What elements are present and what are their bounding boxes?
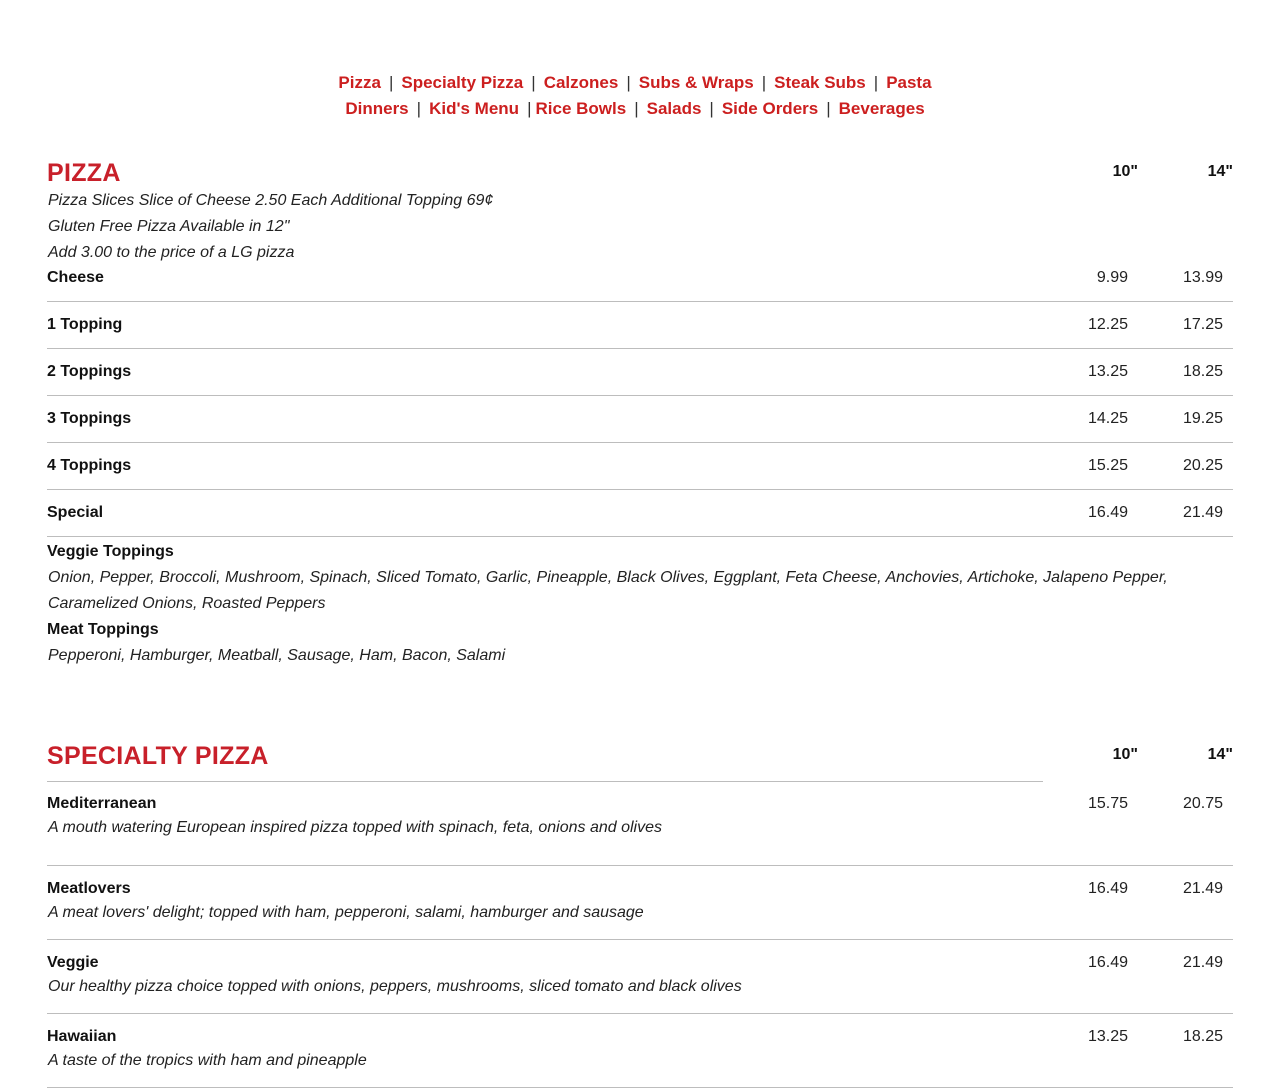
- menu-item-row: [47, 302, 1233, 349]
- section-title: PIZZA: [47, 159, 121, 187]
- item-name: 4 Toppings: [47, 457, 132, 474]
- pizza-note: Add 3.00 to the price of a LG pizza: [48, 244, 295, 261]
- price-large: 21.49: [1182, 880, 1223, 897]
- price-small: 16.49: [1087, 880, 1128, 897]
- meat-toppings-label: Meat Toppings: [47, 621, 159, 638]
- item-name: 2 Toppings: [47, 363, 132, 380]
- item-name: Meatlovers: [47, 880, 131, 897]
- price-large: 13.99: [1182, 269, 1223, 286]
- nav-link-subs-wraps[interactable]: Subs & Wraps: [638, 73, 754, 92]
- price-small: 15.75: [1087, 795, 1128, 812]
- menu-item-row: [47, 490, 1233, 537]
- item-info: [47, 1026, 367, 1074]
- nav-separator: |: [388, 73, 394, 92]
- nav-separator: |: [826, 99, 831, 118]
- item-name: 3 Toppings: [47, 410, 132, 427]
- nav-link-beverages[interactable]: Beverages: [838, 99, 925, 118]
- menu-item-row: [47, 866, 1233, 940]
- menu-item-row: [47, 1014, 1233, 1088]
- price-large: 20.25: [1182, 457, 1223, 474]
- item-description: A taste of the tropics with ham and pineapple: [48, 1052, 367, 1069]
- nav-link-pasta[interactable]: Pasta: [886, 73, 932, 92]
- nav-separator: |: [709, 99, 714, 118]
- menu-item-row: [47, 793, 1233, 866]
- price-small: 16.49: [1087, 954, 1128, 971]
- specialty-section-header: [47, 741, 1233, 771]
- size-header-small: 10": [1112, 746, 1138, 763]
- menu-item-row: [47, 266, 1233, 302]
- nav-separator: |: [626, 73, 631, 92]
- menu-item-row: [47, 443, 1233, 490]
- price-small: 15.25: [1087, 457, 1128, 474]
- nav-link-kids-menu[interactable]: Kid's Menu: [429, 99, 520, 118]
- veggie-toppings-list: Onion, Pepper, Broccoli, Mushroom, Spinach, Sliced Tomato, Garlic, Pineapple, Black Olives, Eggplant, Feta Cheese, Anchovies, Artichoke, Jalapeno Pepper, Caramelized Onions, Roasted Peppers: [48, 569, 1168, 612]
- section-divider: [47, 781, 1043, 782]
- item-name: Veggie: [47, 954, 99, 971]
- menu-item-row: [47, 940, 1233, 1014]
- nav-separator: |: [873, 73, 879, 92]
- price-large: 20.75: [1182, 795, 1223, 812]
- nav-row-1: [0, 70, 1270, 96]
- item-info: [47, 878, 644, 926]
- nav-separator: |: [531, 73, 536, 92]
- price-large: 21.49: [1182, 954, 1223, 971]
- nav-separator: |: [634, 99, 639, 118]
- price-large: 21.49: [1182, 504, 1223, 521]
- nav-link-rice-bowls[interactable]: Rice Bowls: [535, 99, 627, 118]
- category-nav: [0, 70, 1270, 122]
- veggie-toppings-label: Veggie Toppings: [47, 543, 174, 560]
- size-header-small: 10": [1112, 163, 1138, 180]
- price-small: 13.25: [1087, 363, 1128, 380]
- nav-link-side-orders[interactable]: Side Orders: [721, 99, 819, 118]
- price-small: 16.49: [1087, 504, 1128, 521]
- pizza-section-header: [47, 158, 1233, 188]
- size-header-large: 14": [1207, 163, 1233, 180]
- item-info: [47, 952, 742, 1000]
- nav-separator: |: [416, 99, 422, 118]
- menu-item-row: [47, 396, 1233, 443]
- item-name: Mediterranean: [47, 795, 157, 812]
- item-name: 1 Topping: [47, 316, 123, 333]
- nav-link-salads[interactable]: Salads: [646, 99, 702, 118]
- item-description: A mouth watering European inspired pizza topped with spinach, feta, onions and olives: [48, 819, 663, 836]
- section-title: SPECIALTY PIZZA: [47, 742, 269, 770]
- pizza-section: [47, 158, 1233, 669]
- price-small: 13.25: [1087, 1028, 1128, 1045]
- size-header-large: 14": [1207, 746, 1233, 763]
- price-large: 18.25: [1182, 1028, 1223, 1045]
- item-name: Hawaiian: [47, 1028, 117, 1045]
- nav-separator: |: [761, 73, 767, 92]
- nav-row-2: [0, 96, 1270, 122]
- item-info: [47, 793, 662, 841]
- price-small: 9.99: [1096, 269, 1128, 286]
- menu-item-row: [47, 349, 1233, 396]
- nav-link-steak-subs[interactable]: Steak Subs: [774, 73, 866, 92]
- price-small: 14.25: [1087, 410, 1128, 427]
- price-large: 17.25: [1182, 316, 1223, 333]
- specialty-pizza-section: [47, 741, 1233, 1088]
- pizza-note: Gluten Free Pizza Available in 12": [48, 218, 290, 235]
- item-description: A meat lovers' delight; topped with ham, pepperoni, salami, hamburger and sausage: [48, 904, 644, 921]
- item-description: Our healthy pizza choice topped with onions, peppers, mushrooms, sliced tomato and black olives: [48, 978, 742, 995]
- price-small: 12.25: [1087, 316, 1128, 333]
- meat-toppings-list: Pepperoni, Hamburger, Meatball, Sausage, Ham, Bacon, Salami: [48, 647, 506, 664]
- nav-separator: |: [527, 99, 532, 118]
- pizza-note: Pizza Slices Slice of Cheese 2.50 Each Additional Topping 69¢: [48, 192, 494, 209]
- nav-link-dinners[interactable]: Dinners: [345, 99, 409, 118]
- price-large: 18.25: [1182, 363, 1223, 380]
- price-large: 19.25: [1182, 410, 1223, 427]
- item-name: Cheese: [47, 269, 104, 286]
- item-name: Special: [47, 504, 104, 521]
- nav-link-calzones[interactable]: Calzones: [543, 73, 619, 92]
- nav-link-specialty-pizza[interactable]: Specialty Pizza: [401, 73, 524, 92]
- nav-link-pizza[interactable]: Pizza: [338, 73, 381, 92]
